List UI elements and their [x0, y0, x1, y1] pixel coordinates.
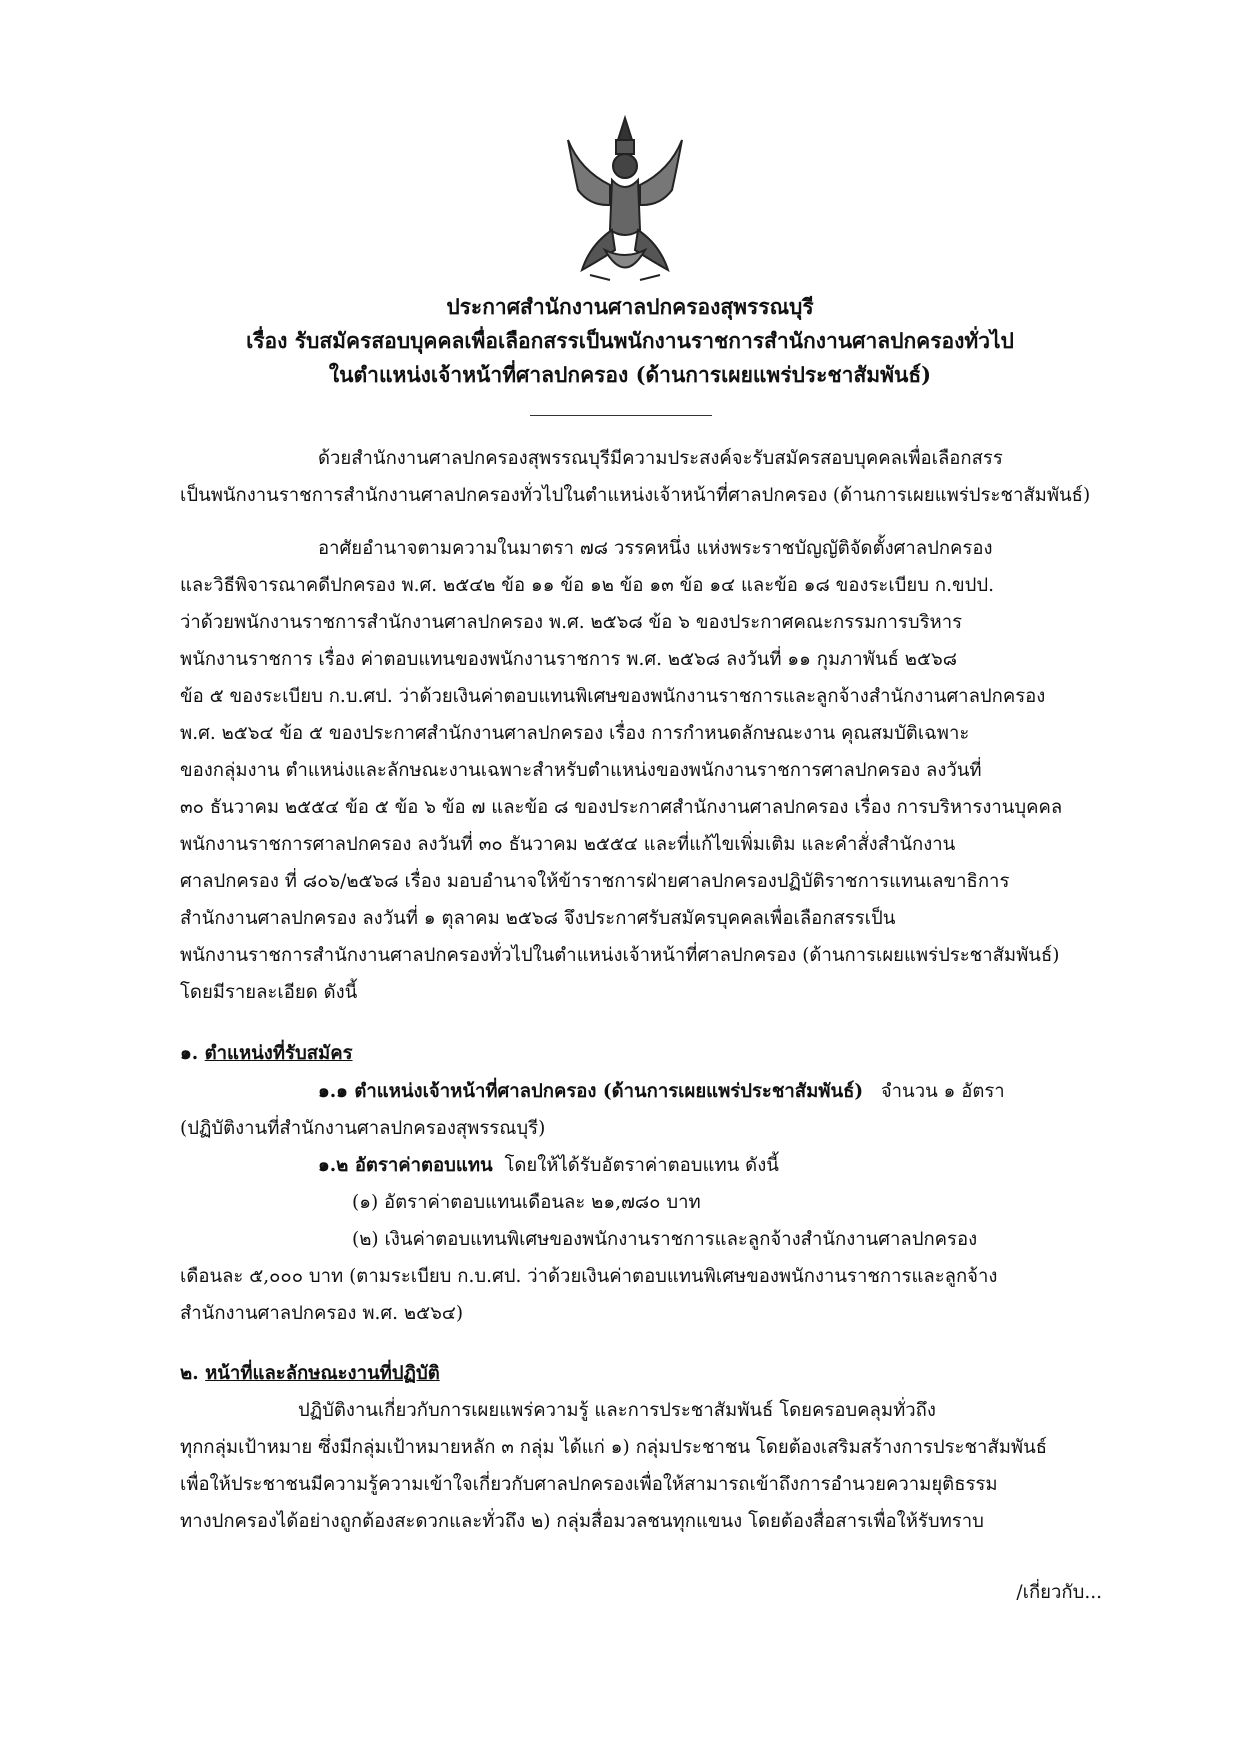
section-1-number: ๑. [180, 1043, 199, 1064]
section-1-1-label: ๑.๑ ตำแหน่งเจ้าหน้าที่ศาลปกครอง (ด้านการเผยแพร่ประชาสัมพันธ์) [318, 1081, 864, 1102]
compensation-item-2: (๒) เงินค่าตอบแทนพิเศษของพนักงานราชการและลูกจ้างสำนักงานศาลปกครอง [352, 1229, 978, 1250]
authority-line: พ.ศ. ๒๕๖๔ ข้อ ๕ ของประกาศสำนักงานศาลปกครอง เรื่อง การกำหนดลักษณะงาน คุณสมบัติเฉพาะ [180, 723, 970, 744]
section-1-title: ตำแหน่งที่รับสมัคร [204, 1043, 353, 1064]
section-2-line: ทุกกลุ่มเป้าหมาย ซึ่งมีกลุ่มเป้าหมายหลัก ๓ กลุ่ม ได้แก่ ๑) กลุ่มประชาชน โดยต้องเสริมสร้างการประชาสัมพันธ์ [180, 1437, 1048, 1458]
compensation-item-2-cont: สำนักงานศาลปกครอง พ.ศ. ๒๕๖๔) [180, 1303, 464, 1324]
authority-line: และวิธีพิจารณาคดีปกครอง พ.ศ. ๒๕๔๒ ข้อ ๑๑ ข้อ ๑๒ ข้อ ๑๓ ข้อ ๑๔ และข้อ ๑๘ ของระเบียบ ก.ขปป. [180, 575, 994, 596]
heading-divider [530, 415, 712, 416]
authority-line: พนักงานราชการ เรื่อง ค่าตอบแทนของพนักงานราชการ พ.ศ. ๒๕๖๘ ลงวันที่ ๑๑ กุมภาพันธ์ ๒๕๖๘ [180, 649, 957, 670]
authority-line: โดยมีรายละเอียด ดังนี้ [180, 982, 358, 1003]
authority-line: สำนักงานศาลปกครอง ลงวันที่ ๑ ตุลาคม ๒๕๖๘ จึงประกาศรับสมัครบุคคลเพื่อเลือกสรรเป็น [180, 908, 896, 929]
authority-line: พนักงานราชการศาลปกครอง ลงวันที่ ๓๐ ธันวาคม ๒๕๕๔ และที่แก้ไขเพิ่มเติม และคำสั่งสำนักงาน [180, 834, 956, 855]
section-1-2-label: ๑.๒ อัตราค่าตอบแทน [318, 1155, 493, 1176]
authority-line: ว่าด้วยพนักงานราชการสำนักงานศาลปกครอง พ.ศ. ๒๕๖๘ ข้อ ๖ ของประกาศคณะกรรมการบริหาร [180, 612, 963, 633]
authority-line: ข้อ ๕ ของระเบียบ ก.บ.ศป. ว่าด้วยเงินค่าตอบแทนพิเศษของพนักงานราชการและลูกจ้างสำนักงานศาลปกครอง [180, 686, 1046, 707]
intro-line: เป็นพนักงานราชการสำนักงานศาลปกครองทั่วไปในตำแหน่งเจ้าหน้าที่ศาลปกครอง (ด้านการเผยแพร่ประชาสัมพันธ์) [180, 485, 1091, 506]
section-2-line: ปฏิบัติงานเกี่ยวกับการเผยแพร่ความรู้ และการประชาสัมพันธ์ โดยครอบคลุมทั่วถึง [298, 1400, 936, 1421]
announcement-position: ในตำแหน่งเจ้าหน้าที่ศาลปกครอง (ด้านการเผยแพร่ประชาสัมพันธ์) [328, 362, 932, 387]
intro-line: ด้วยสำนักงานศาลปกครองสุพรรณบุรีมีความประสงค์จะรับสมัครสอบบุคคลเพื่อเลือกสรร [318, 448, 1003, 469]
authority-line: ศาลปกครอง ที่ ๘๐๖/๒๕๖๘ เรื่อง มอบอำนาจให้ข้าราชการฝ่ายศาลปกครองปฏิบัติราชการแทนเลขาธิการ [180, 871, 1010, 892]
announcement-title: ประกาศสำนักงานศาลปกครองสุพรรณบุรี [446, 294, 814, 319]
section-2-heading [180, 1355, 440, 1392]
authority-line: อาศัยอำนาจตามความในมาตรา ๗๘ วรรคหนึ่ง แห่งพระราชบัญญัติจัดตั้งศาลปกครอง [318, 538, 993, 559]
section-1-1-line [318, 1073, 1005, 1110]
section-2-number: ๒. [180, 1363, 199, 1384]
continued-marker: /เกี่ยวกับ... [1016, 1582, 1102, 1603]
section-2-line: เพื่อให้ประชาชนมีความรู้ความเข้าใจเกี่ยวกับศาลปกครองเพื่อให้สามารถเข้าถึงการอำนวยความยุติธรรม [180, 1474, 998, 1495]
section-1-1-note: (ปฏิบัติงานที่สำนักงานศาลปกครองสุพรรณบุรี) [180, 1118, 546, 1139]
garuda-emblem-icon [560, 110, 690, 290]
authority-line: ๓๐ ธันวาคม ๒๕๕๔ ข้อ ๕ ข้อ ๖ ข้อ ๗ และข้อ ๘ ของประกาศสำนักงานศาลปกครอง เรื่อง การบริหารงานบุคคล [180, 797, 1063, 818]
section-1-2-line [318, 1147, 779, 1184]
compensation-item-1: (๑) อัตราค่าตอบแทนเดือนละ ๒๑,๗๘๐ บาท [352, 1192, 701, 1213]
section-1-1-count: จำนวน ๑ อัตรา [880, 1081, 1005, 1102]
section-2-line: ทางปกครองได้อย่างถูกต้องสะดวกและทั่วถึง ๒) กลุ่มสื่อมวลชนทุกแขนง โดยต้องสื่อสารเพื่อให้รับทราบ [180, 1511, 984, 1532]
authority-line: พนักงานราชการสำนักงานศาลปกครองทั่วไปในตำแหน่งเจ้าหน้าที่ศาลปกครอง (ด้านการเผยแพร่ประชาสัมพันธ์) [180, 945, 1060, 966]
section-1-heading [180, 1035, 353, 1072]
section-1-2-text: โดยให้ได้รับอัตราค่าตอบแทน ดังนี้ [504, 1155, 779, 1176]
section-2-title: หน้าที่และลักษณะงานที่ปฏิบัติ [205, 1363, 440, 1384]
compensation-item-2-cont: เดือนละ ๕,๐๐๐ บาท (ตามระเบียบ ก.บ.ศป. ว่าด้วยเงินค่าตอบแทนพิเศษของพนักงานราชการและลูกจ้าง [180, 1266, 998, 1287]
announcement-subject: เรื่อง รับสมัครสอบบุคคลเพื่อเลือกสรรเป็นพนักงานราชการสำนักงานศาลปกครองทั่วไป [246, 328, 1014, 353]
authority-line: ของกลุ่มงาน ตำแหน่งและลักษณะงานเฉพาะสำหรับตำแหน่งของพนักงานราชการศาลปกครอง ลงวันที่ [180, 760, 982, 781]
